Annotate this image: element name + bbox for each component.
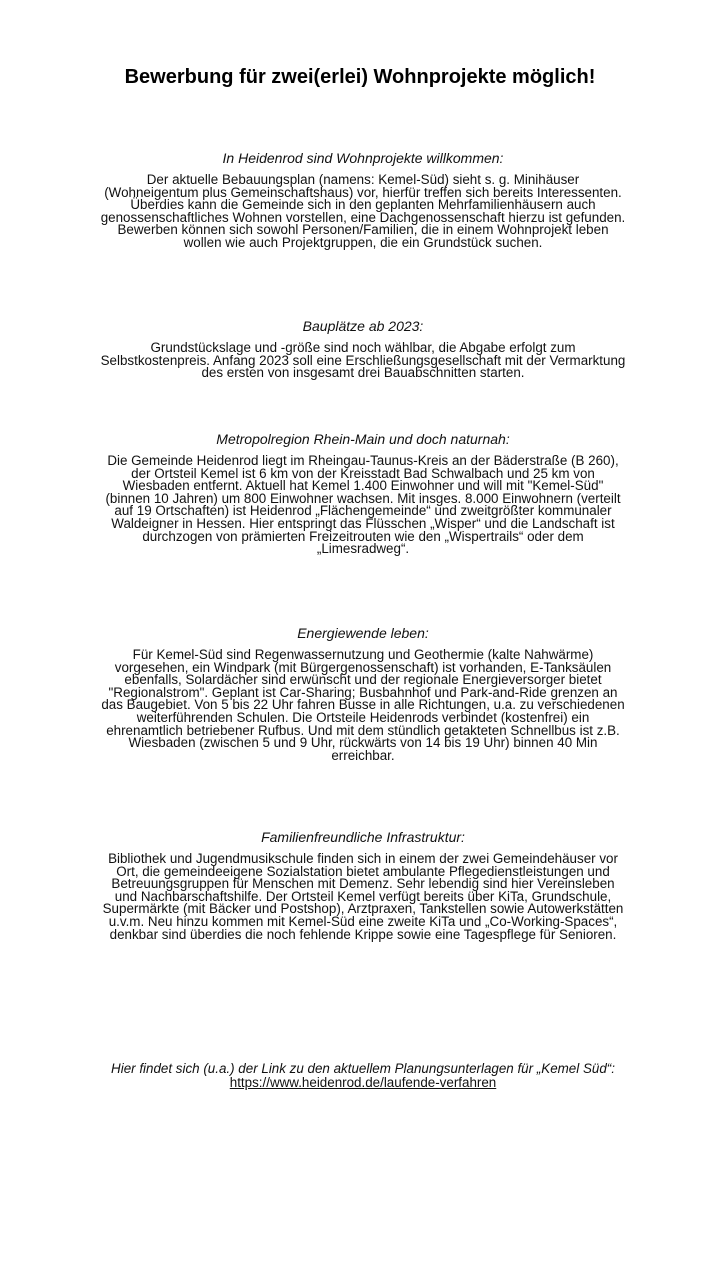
planning-documents-link[interactable]: https://www.heidenrod.de/laufende-verfahren — [229, 1075, 497, 1090]
section-body: Grundstückslage und -größe sind noch wählbar, die Abgabe erfolgt zum Selbstkostenpreis. Anfang 2023 soll eine Erschließungsgesellschaft mit der Vermarktung des ersten von insgesamt drei Bauabschnitten starten. — [100, 340, 626, 381]
section-bauplaetze — [100, 318, 626, 380]
section-infrastruktur — [100, 829, 626, 941]
page-title: Bewerbung für zwei(erlei) Wohnprojekte möglich! — [124, 66, 596, 88]
section-heading: Familienfreundliche Infrastruktur: — [261, 829, 465, 845]
footer-link-paragraph — [100, 1062, 626, 1090]
section-heading: Bauplätze ab 2023: — [302, 318, 424, 334]
section-heading: Metropolregion Rhein-Main und doch naturnah: — [216, 431, 510, 447]
section-heading: In Heidenrod sind Wohnprojekte willkommen: — [222, 150, 504, 166]
footer-text: Hier findet sich (u.a.) der Link zu den aktuellem Planungsunterlagen für „Kemel Süd“: — [111, 1061, 615, 1076]
section-body: Bibliothek und Jugendmusikschule finden sich in einem der zwei Gemeindehäuser vor Ort, die gemeindeeigene Sozialstation bietet ambulante Pflegedienstleistungen und Betreuungsgruppen für Menschen mit Demenz. Sehr lebendig sind hier Vereinsleben und Nachbarschaftshilfe. Der Ortsteil Kemel verfügt bereits über KiTa, Grundschule, Supermärkte (mit Bäcker und Postshop), Arztpraxen, Tankstellen sowie Autowerkstätten u.v.m. Neu hinzu kommen mit Kemel-Süd eine zweite KiTa und „Co-Working-Spaces“, denkbar sind überdies die noch fehlende Krippe sowie eine Tagespflege für Senioren. — [102, 851, 624, 942]
section-body: Die Gemeinde Heidenrod liegt im Rheingau-Taunus-Kreis an der Bäderstraße (B 260), der Ortsteil Kemel ist 6 km von der Kreisstadt Bad Schwalbach und 25 km von Wiesbaden entfernt. Aktuell hat Kemel 1.400 Einwohner und will mit "Kemel-Süd" (binnen 10 Jahren) um 800 Einwohner wachsen. Mit insges. 8.000 Einwohnern (verteilt auf 19 Ortschaften) ist Heidenrod „Flächengemeinde“ und zweitgrößter kommunaler Waldeigner in Hessen. Hier entspringt das Flüsschen „Wisper“ und die Landschaft ist durchzogen von prämierten Freizeitrouten wie den „Wispertrails“ oder dem „Limesradweg“. — [105, 453, 621, 557]
section-body: Der aktuelle Bebauungsplan (namens: Kemel-Süd) sieht s. g. Minihäuser (Wohneigentum plus Gemeinschaftshaus) vor, hierfür treffen sich bereits Interessenten. Überdies kann die Gemeinde sich in den geplanten Mehrfamilienhäusern auch genossenschaftliches Wohnen vorstellen, eine Dachgenossenschaft hierzu ist gefunden. Bewerben können sich sowohl Personen/Familien, die in einem Wohnprojekt leben wollen wie auch Projektgruppen, die ein Grundstück suchen. — [100, 172, 626, 250]
section-heading: Energiewende leben: — [297, 625, 429, 641]
section-wohnprojekte — [100, 150, 626, 250]
section-energiewende — [100, 625, 626, 762]
section-metropolregion — [100, 431, 626, 556]
section-body: Für Kemel-Süd sind Regenwassernutzung und Geothermie (kalte Nahwärme) vorgesehen, ein Windpark (mit Bürgergenossenschaft) ist vorhanden, E-Tanksäulen ebenfalls, Solardächer sind erwünscht und der regionale Energieversorger bietet "Regionalstrom". Geplant ist Car-Sharing; Busbahnhof und Park-and-Ride grenzen an das Baugebiet. Von 5 bis 22 Uhr fahren Busse in alle Richtungen, u.a. zu verschiedenen weiterführenden Schulen. Die Ortsteile Heidenrods verbindet (kostenfrei) ein ehrenamtlich betriebener Rufbus. Und mit dem stündlich getakteten Schnellbus ist z.B. Wiesbaden (zwischen 5 und 9 Uhr, rückwärts von 14 bis 19 Uhr) binnen 40 Min erreichbar. — [101, 647, 625, 763]
